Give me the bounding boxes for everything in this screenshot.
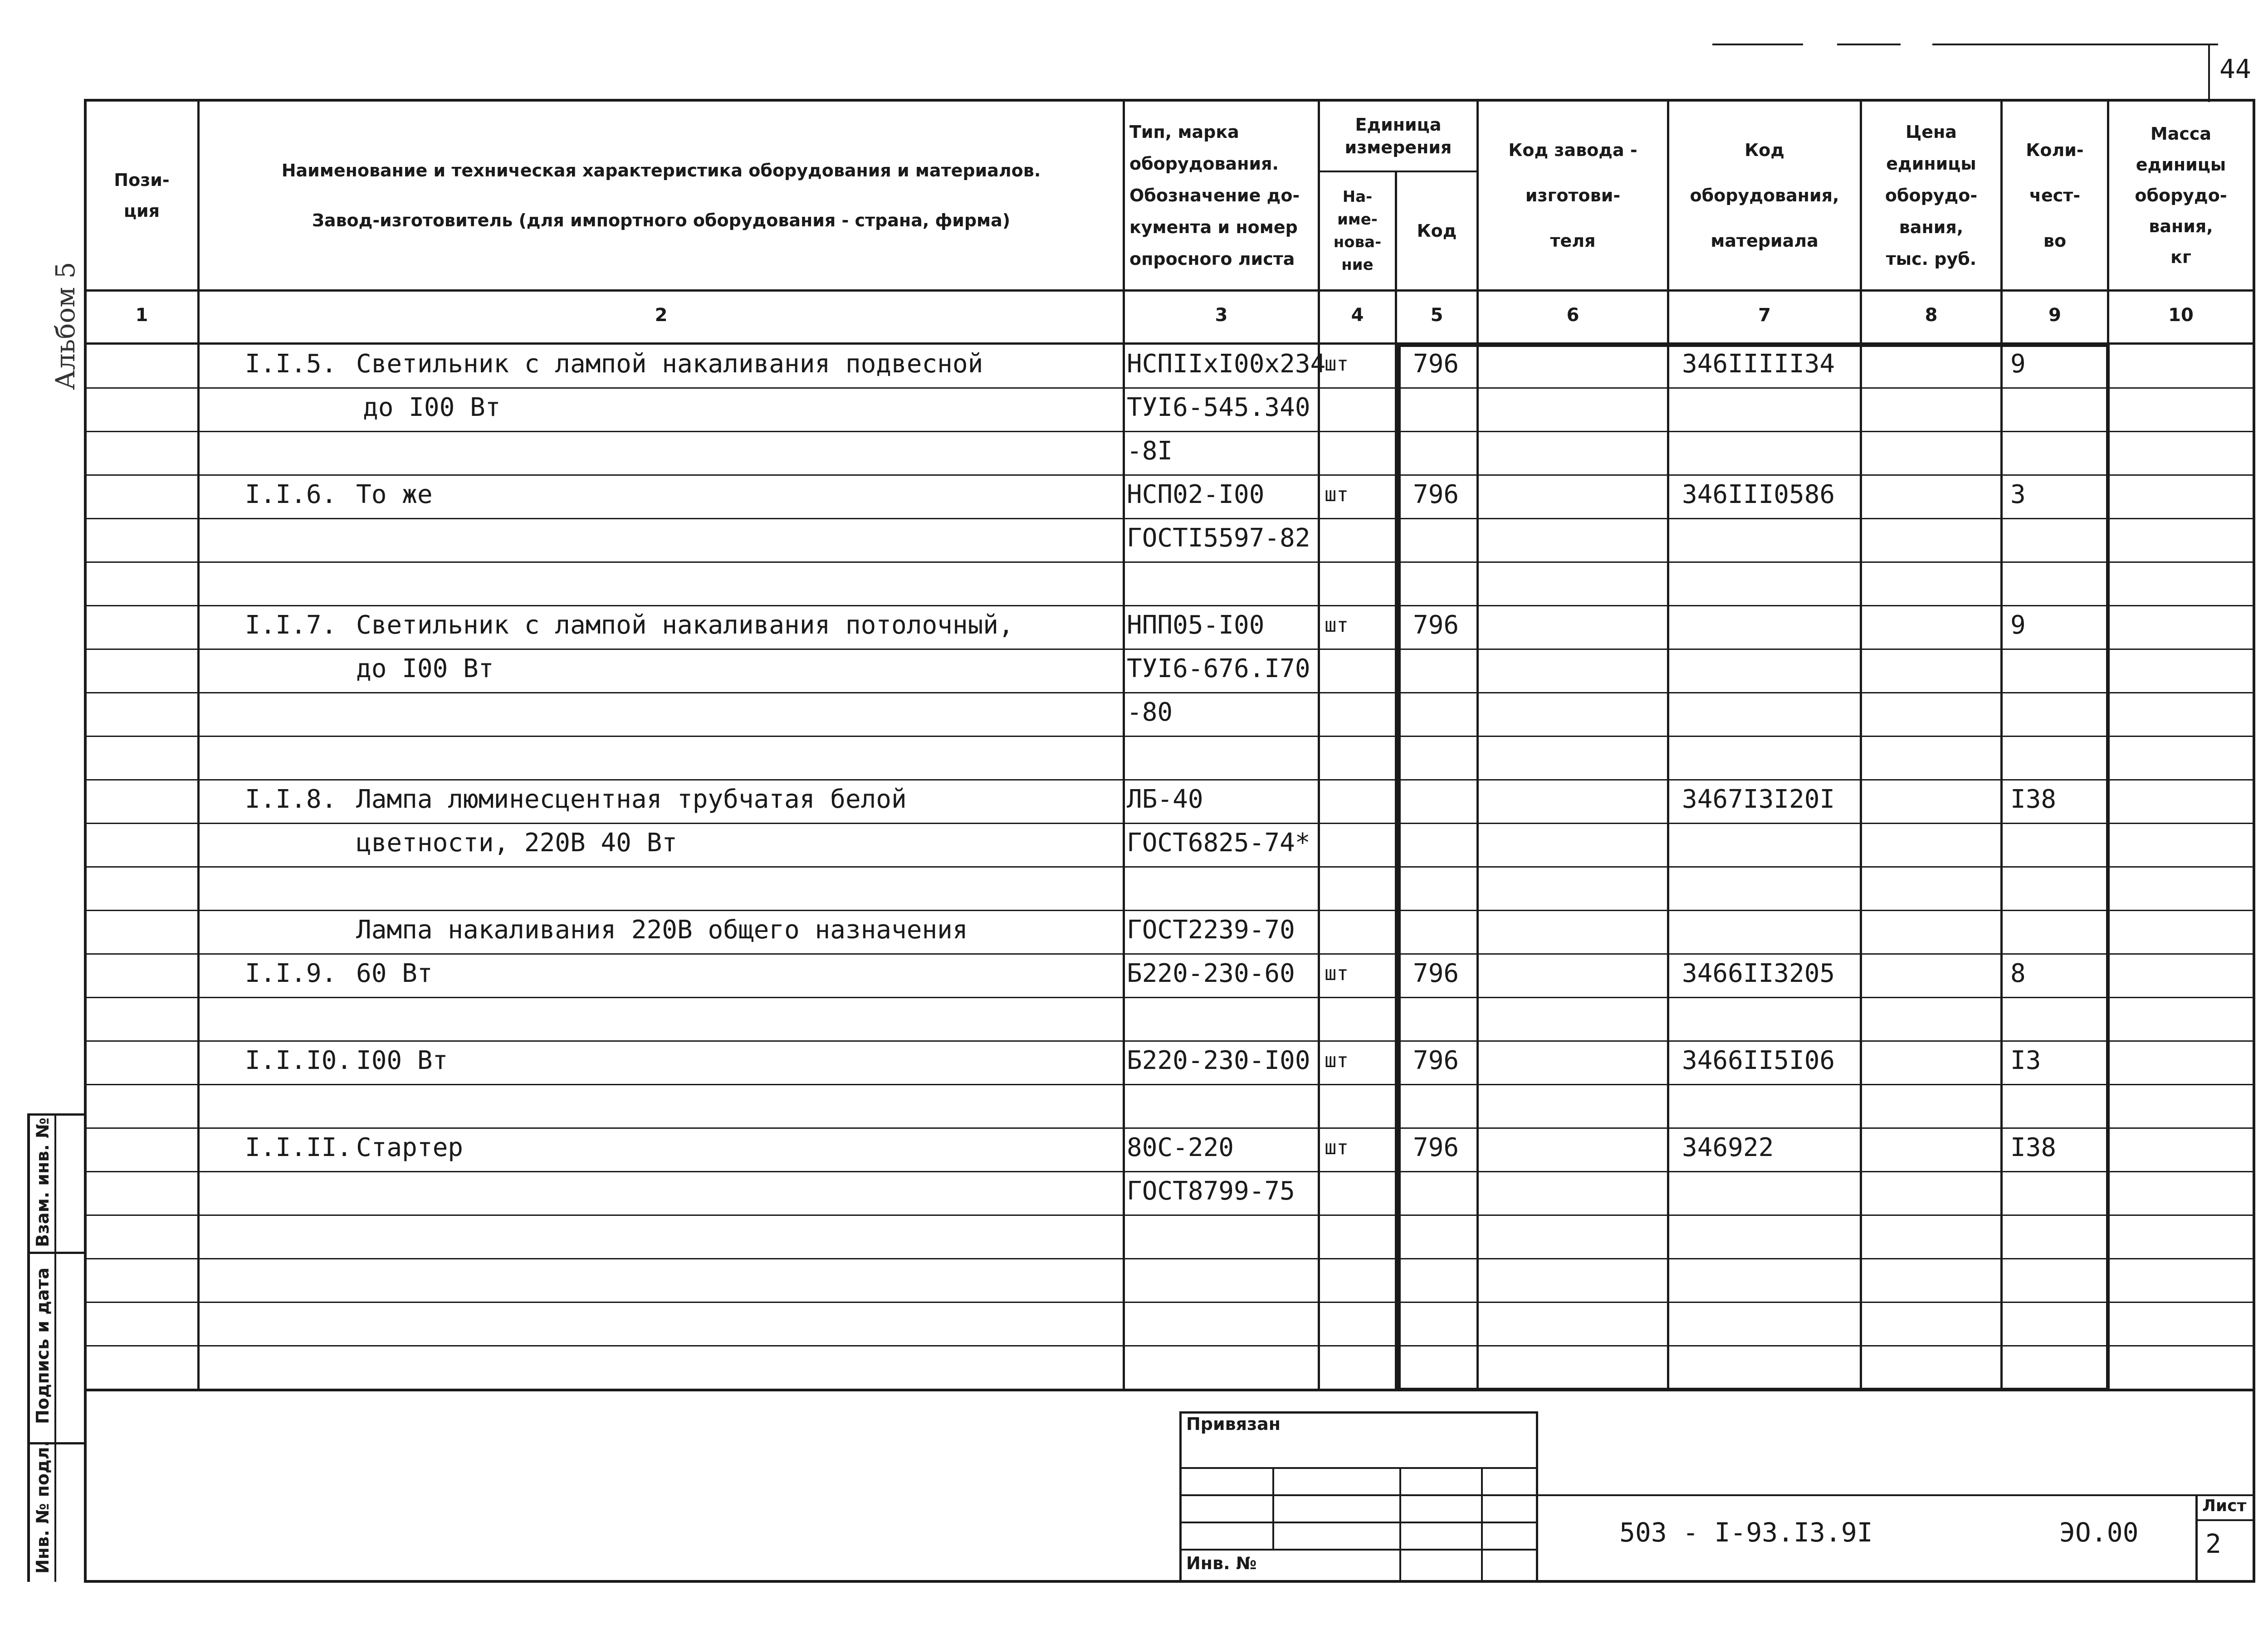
cell-unit-name: шт — [1325, 1136, 1349, 1159]
cell-name: I00 Вт — [356, 1046, 448, 1075]
cell-material-code: 346III0586 — [1682, 480, 1835, 509]
cell-position: I.I.9. — [245, 959, 337, 988]
row-line — [84, 1215, 2254, 1216]
cell-unit-code: 796 — [1413, 610, 1459, 640]
cell-position: I.I.5. — [245, 349, 337, 379]
row-line — [84, 953, 2254, 955]
thick-box-right — [2106, 344, 2110, 1391]
stamp-original-inv: Инв. № подл. — [33, 1440, 53, 1574]
cell-material-code: 346IIIII34 — [1682, 349, 1835, 379]
row-line — [84, 736, 2254, 737]
cell-name: То же — [356, 480, 433, 509]
colnum-1: 1 — [135, 305, 148, 326]
section-code: ЭО.00 — [2059, 1517, 2139, 1548]
thick-box-top — [1397, 344, 2109, 347]
header-factory-code: Код завода - изготови- теля — [1508, 140, 1637, 251]
frame-right — [2253, 99, 2255, 1582]
cell-type: НСПIIxI00x234 — [1127, 349, 1326, 379]
cell-name: 60 Вт — [356, 959, 433, 988]
frame-bottom — [84, 1580, 2255, 1583]
row-line — [84, 649, 2254, 650]
top-dash-mark — [1837, 44, 1901, 45]
sheet-box-left — [2195, 1494, 2198, 1582]
cell-unit-name: шт — [1325, 614, 1349, 637]
cell-position: I.I.7. — [245, 610, 337, 640]
sheet-label: Лист — [2202, 1497, 2247, 1515]
colnum-6: 6 — [1566, 305, 1579, 326]
top-dash-mark — [1932, 44, 2218, 45]
header-quantity: Коли- чест- во — [2026, 140, 2084, 251]
cell-type: НСП02-I00 — [1127, 480, 1265, 509]
cell-type: ГОСТ2239-70 — [1127, 915, 1295, 945]
row-line — [84, 561, 2254, 563]
cell-position: I.I.I0. — [245, 1046, 352, 1075]
corner-divider — [2208, 45, 2210, 102]
album-label: Альбом 5 — [50, 262, 81, 390]
cell-quantity: 3 — [2010, 480, 2026, 509]
row-line — [84, 1171, 2254, 1172]
cell-quantity: I38 — [2010, 1133, 2057, 1162]
cell-quantity: 8 — [2010, 959, 2026, 988]
cell-unit-name: шт — [1325, 1049, 1349, 1072]
cell-type: Б220-230-60 — [1127, 959, 1295, 988]
col-line — [1667, 99, 1669, 1391]
row-line — [84, 387, 2254, 389]
header-name: Наименование и техническая характеристика оборудования и материалов. Завод-изготовитель (для импортного оборудования - страна, фирма) — [281, 161, 1041, 230]
titleblock-line — [1179, 1494, 1538, 1496]
cell-type: ГОСТ6825-74* — [1127, 828, 1310, 858]
cell-type: ГОСТ8799-75 — [1127, 1176, 1295, 1206]
stamp-left — [27, 1113, 30, 1582]
cell-unit-code: 796 — [1413, 1133, 1459, 1162]
top-dash-mark — [1712, 44, 1803, 45]
stamp-signature-date: Подпись и дата — [33, 1267, 53, 1424]
sheet-box-line — [2195, 1519, 2254, 1521]
titleblock-line — [1179, 1549, 1538, 1551]
header-material-code: Код оборудования, материала — [1690, 140, 1839, 251]
colnum-10: 10 — [2168, 305, 2194, 326]
cell-quantity: I38 — [2010, 785, 2057, 814]
row-line — [84, 910, 2254, 911]
row-line — [84, 823, 2254, 824]
row-line — [84, 1084, 2254, 1085]
cell-position: I.I.8. — [245, 785, 337, 814]
colnum-8: 8 — [1925, 305, 1938, 326]
cell-position: I.I.II. — [245, 1133, 352, 1162]
cell-name: до I00 Вт — [363, 393, 501, 422]
colnum-3: 3 — [1215, 305, 1228, 326]
row-line — [84, 1389, 2254, 1390]
col-line — [1123, 99, 1125, 1391]
frame-top — [84, 99, 2254, 102]
cell-type: ТУI6-676.I70 — [1127, 654, 1310, 683]
row-line — [84, 997, 2254, 998]
stamp-divider — [27, 1252, 86, 1254]
sheet-number: 2 — [2205, 1528, 2221, 1559]
row-line — [84, 866, 2254, 868]
header-unit-name: На- име- нова- ние — [1333, 187, 1382, 274]
titleblock-left — [1179, 1411, 1182, 1582]
header-bottom-line — [84, 289, 2254, 292]
cell-material-code: 3466II3205 — [1682, 959, 1835, 988]
titleblock-line — [1179, 1467, 1538, 1469]
colnum-2: 2 — [655, 305, 668, 326]
cell-name: Лампа люминесцентная трубчатая белой — [356, 785, 907, 814]
col-line — [1476, 99, 1479, 1391]
cell-type: -8I — [1127, 436, 1173, 466]
cell-quantity: I3 — [2010, 1046, 2041, 1075]
cell-material-code: 3466II5I06 — [1682, 1046, 1835, 1075]
row-line — [84, 431, 2254, 432]
titleblock-col — [1481, 1467, 1483, 1582]
row-line — [84, 1040, 2254, 1042]
header-unit-group: Единица измерения — [1344, 115, 1452, 157]
titleblock-right — [1536, 1411, 1538, 1582]
row-line — [84, 692, 2254, 693]
titleblock-privyazan: Привязан — [1186, 1414, 1281, 1434]
cell-name: Стартер — [356, 1133, 464, 1162]
header-price: Цена единицы оборудо- вания, тыс. руб. — [1885, 122, 1978, 269]
cell-type: -80 — [1127, 697, 1173, 727]
titleblock-inv-label: Инв. № — [1186, 1553, 1257, 1573]
colnum-5: 5 — [1430, 305, 1443, 326]
cell-position: I.I.6. — [245, 480, 337, 509]
colnum-9: 9 — [2048, 305, 2061, 326]
colnum-7: 7 — [1758, 305, 1771, 326]
cell-name: до I00 Вт — [356, 654, 494, 683]
titleblock-col — [1272, 1467, 1274, 1549]
cell-unit-code: 796 — [1413, 1046, 1459, 1075]
cell-name: Лампа накаливания 220В общего назначения — [356, 915, 968, 945]
cell-material-code: 3467I3I20I — [1682, 785, 1835, 814]
row-line — [84, 518, 2254, 519]
row-line — [84, 1302, 2254, 1303]
cell-type: ЛБ-40 — [1127, 785, 1203, 814]
cell-type: ТУI6-545.340 — [1127, 393, 1310, 422]
stamp-replace-inv: Взам. инв. № — [33, 1117, 53, 1247]
row-line — [84, 1345, 2254, 1346]
row-line — [84, 474, 2254, 476]
col-line — [1318, 99, 1320, 1391]
row-line — [84, 605, 2254, 606]
cell-unit-code: 796 — [1413, 959, 1459, 988]
document-code: 503 - I-93.I3.9I — [1619, 1517, 1873, 1548]
header-mass: Масса единицы оборудо- вания, кг — [2135, 124, 2227, 267]
row-line — [84, 779, 2254, 780]
cell-material-code: 346922 — [1682, 1133, 1774, 1162]
col-line — [197, 99, 200, 1391]
cell-type: НПП05-I00 — [1127, 610, 1265, 640]
cell-quantity: 9 — [2010, 349, 2026, 379]
cell-unit-code: 796 — [1413, 480, 1459, 509]
header-unit-code: Код — [1417, 220, 1457, 241]
titleblock-top — [1179, 1411, 1538, 1414]
cell-type: ГОСТI5597-82 — [1127, 523, 1310, 553]
cell-unit-name: шт — [1325, 962, 1349, 985]
thick-box-left — [1397, 344, 1401, 1391]
cell-name: Светильник с лампой накаливания потолочный, — [356, 610, 1014, 640]
titleblock-col — [1399, 1467, 1401, 1582]
stamp-top — [27, 1113, 86, 1116]
sheet-corner-number: 44 — [2219, 54, 2251, 84]
doc-line — [1538, 1494, 2254, 1496]
col-line — [1860, 99, 1862, 1391]
cell-type: Б220-230-I00 — [1127, 1046, 1310, 1075]
row-line — [84, 1127, 2254, 1129]
stamp-inner — [54, 1113, 56, 1582]
cell-name: Светильник с лампой накаливания подвесной — [356, 349, 983, 379]
col-line — [2000, 99, 2003, 1391]
cell-type: 80С-220 — [1127, 1133, 1234, 1162]
cell-name: цветности, 220В 40 Вт — [356, 828, 678, 858]
header-position: Пози- ция — [114, 170, 170, 221]
row-line — [84, 1258, 2254, 1259]
cell-quantity: 9 — [2010, 610, 2026, 640]
cell-unit-name: шт — [1325, 483, 1349, 506]
colnum-4: 4 — [1351, 305, 1364, 326]
cell-unit-name: шт — [1325, 352, 1349, 376]
titleblock-line — [1179, 1522, 1538, 1523]
cell-unit-code: 796 — [1413, 349, 1459, 379]
header-type: Тип, марка оборудования. Обозначение до- кумента и номер опросного листа — [1129, 122, 1300, 269]
